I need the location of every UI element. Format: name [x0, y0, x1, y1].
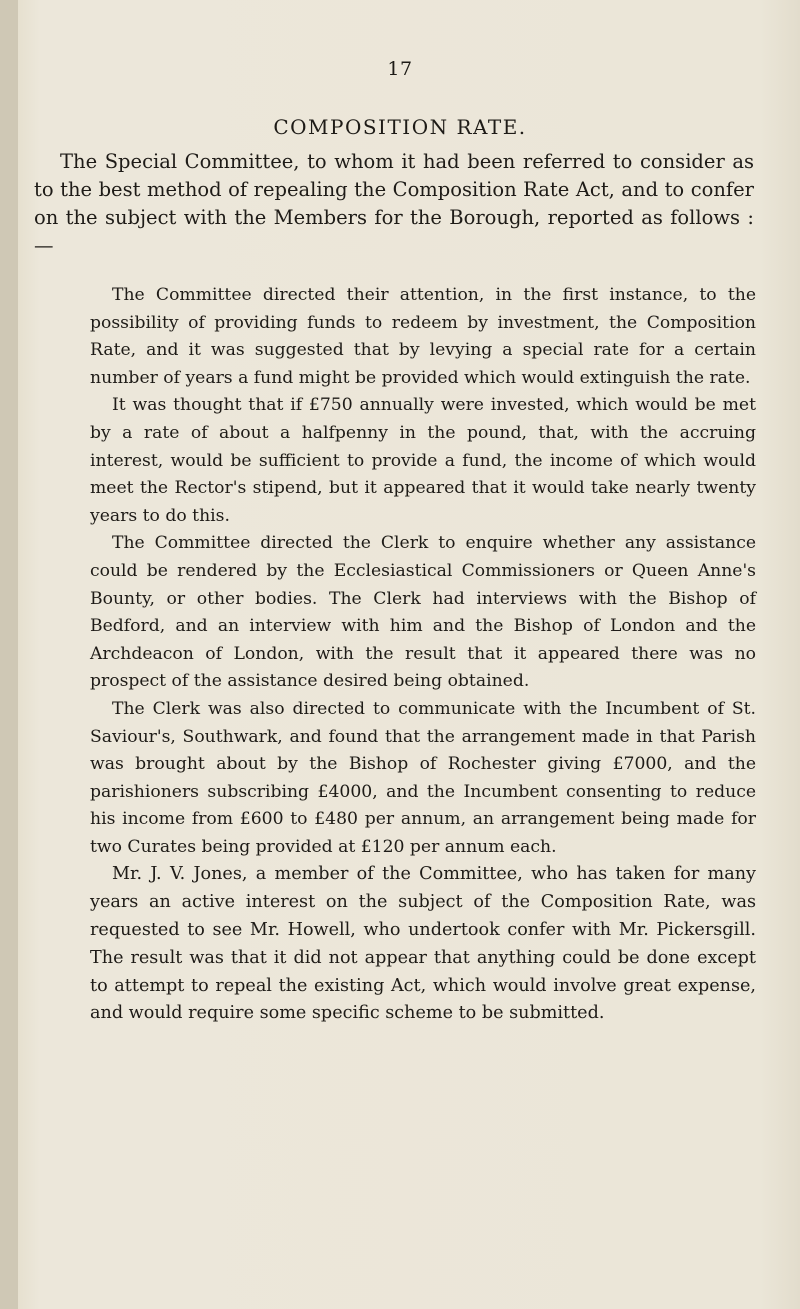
intro-block: [34, 148, 754, 260]
report-paragraph-investment: It was thought that if £750 annually were invested, which would be met by a rate of about a halfpenny in the pound, that, with the accruing interest, would be sufficient to provide a fund, the income of which would meet the Rector's stipend, but it appeared that it would take nearly twenty years to do this.: [90, 395, 756, 526]
report-paragraph-jones: Mr. J. V. Jones, a member of the Committee, who has taken for many years an active interest on the subject of the Composition Rate, was requested to see Mr. Howell, who undertook confer with Mr. Pickersgill. The result was that it did not appear that anything could be done except to attempt to repeal the existing Act, which would involve great expense, and would require some specific scheme to be submitted.: [90, 864, 756, 1024]
report-paragraph-funds: The Committee directed their attention, in the first instance, to the possibility of providing funds to redeem by investment, the Composition Rate, and it was suggested that by levying a special rate for a certain number of years a fund might be provided which would extinguish the rate.: [90, 285, 756, 388]
section-heading: COMPOSITION RATE.: [273, 115, 527, 139]
intro-paragraph: The Special Committee, to whom it had been referred to consider as to the best method of repealing the Composition Rate Act, and to confer on the subject with the Members for the Borough, reported as follows :—: [34, 150, 754, 257]
committee-report: [90, 282, 756, 1028]
report-paragraph-st-saviours: The Clerk was also directed to communicate with the Incumbent of St. Saviour's, Southwark, and found that the arrangement made in that Parish was brought about by the Bishop of Rochester giving £7000, and the parishioners subscribing £4000, and the Incumbent consenting to reduce his income from £600 to £480 per annum, an arrangement being made for two Curates being provided at £120 per annum each.: [90, 698, 756, 857]
binding-gutter: [0, 0, 18, 1309]
report-paragraph-commissioners: The Committee directed the Clerk to enquire whether any assistance could be rendered by the Ecclesiastical Commissioners or Queen Anne's Bounty, or other bodies. The Clerk had interviews with the Bishop of Bedford, and an interview with him and the Bishop of London and the Archdeacon of London, with the result that it appeared there was no prospect of the assistance desired being obtained.: [90, 533, 756, 692]
page-number: 17: [387, 58, 413, 80]
